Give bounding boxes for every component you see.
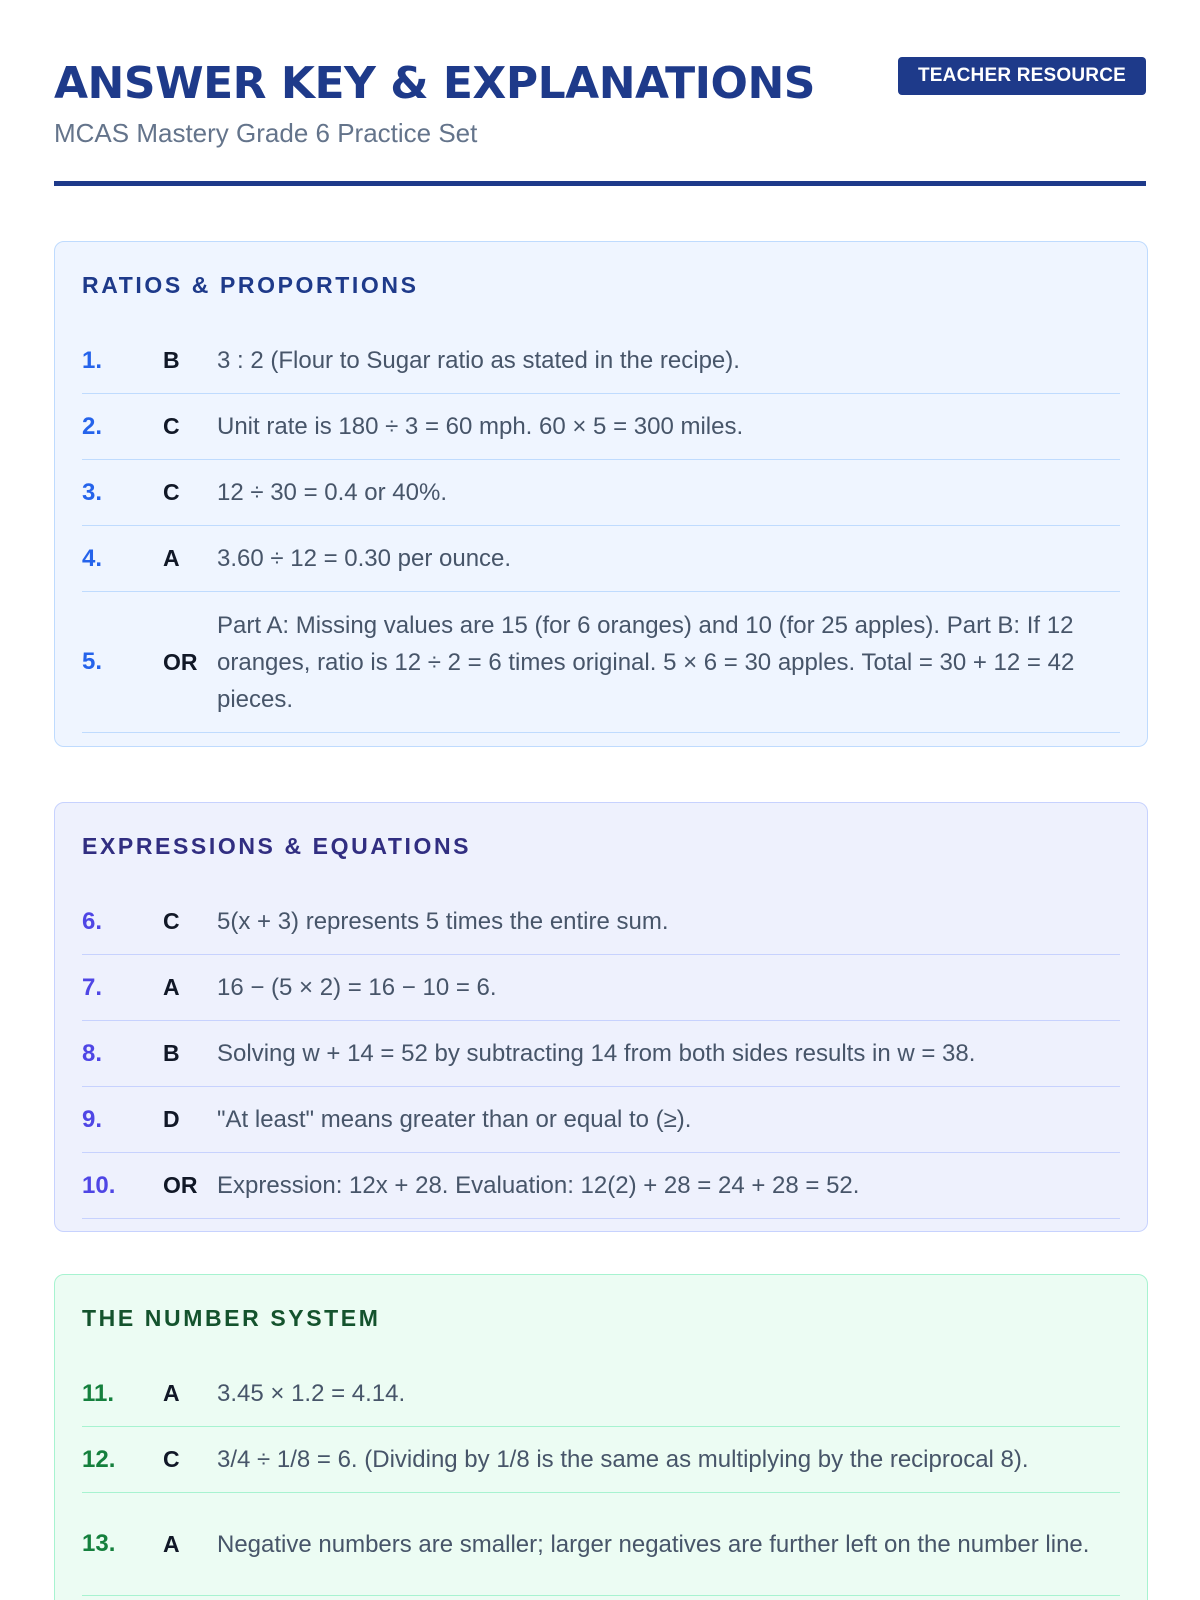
explanation-text: Expression: 12x + 28. Evaluation: 12(2) + 28 = 24 + 28 = 52. xyxy=(217,1172,860,1199)
answer-row xyxy=(82,328,1120,394)
explanation-text: "At least" means greater than or equal to (≥). xyxy=(217,1106,692,1133)
question-number: 12. xyxy=(82,1445,116,1473)
question-number: 3. xyxy=(82,478,103,506)
answer-row xyxy=(82,592,1120,733)
explanation-text: 5(x + 3) represents 5 times the entire sum. xyxy=(217,908,669,935)
explanation-text: Part A: Missing values are 15 (for 6 oranges) and 10 (for 25 apples). Part B: If 12 oranges, ratio is 12 ÷ 2 = 6 times original. 5 × 6 = 30 apples. Total = 30 + 12 = 42 pieces. xyxy=(217,611,1075,713)
answer-letter: B xyxy=(163,347,180,373)
answer-letter: OR xyxy=(163,648,198,675)
question-number: 7. xyxy=(82,973,103,1001)
explanation-text: 16 − (5 × 2) = 16 − 10 = 6. xyxy=(217,974,497,1001)
question-number: 9. xyxy=(82,1105,103,1133)
answer-row xyxy=(82,526,1120,592)
section-heading: THE NUMBER SYSTEM xyxy=(82,1305,381,1331)
answer-letter: C xyxy=(163,413,180,439)
explanation-text: Negative numbers are smaller; larger negatives are further left on the number line. xyxy=(217,1530,1090,1558)
answer-letter: C xyxy=(163,479,180,505)
question-number: 4. xyxy=(82,544,103,572)
answer-letter: OR xyxy=(163,1172,198,1198)
page-subtitle: MCAS Mastery Grade 6 Practice Set xyxy=(54,118,478,148)
section-expressions-equations xyxy=(54,802,1148,1232)
question-number: 11. xyxy=(82,1379,115,1407)
section-heading: EXPRESSIONS & EQUATIONS xyxy=(82,833,472,859)
answer-letter: A xyxy=(163,974,180,1000)
page-header xyxy=(54,0,1146,186)
answer-letter: A xyxy=(163,1380,180,1406)
answer-row xyxy=(82,460,1120,526)
question-number: 10. xyxy=(82,1171,116,1199)
answer-row xyxy=(82,1493,1120,1596)
answer-letter: C xyxy=(163,1446,180,1472)
question-number: 8. xyxy=(82,1039,103,1067)
answer-letter: A xyxy=(163,545,180,571)
explanation-text: 3 : 2 (Flour to Sugar ratio as stated in the recipe). xyxy=(217,347,740,374)
answer-letter: C xyxy=(163,908,180,934)
answer-row xyxy=(82,1153,1120,1219)
answer-row xyxy=(82,1427,1120,1493)
question-number: 5. xyxy=(82,648,103,675)
answer-row xyxy=(82,1087,1120,1153)
section-number-system xyxy=(54,1274,1148,1600)
page-title: ANSWER KEY & EXPLANATIONS xyxy=(54,58,815,109)
explanation-text: 12 ÷ 30 = 0.4 or 40%. xyxy=(217,479,447,506)
question-number: 13. xyxy=(82,1530,116,1557)
answer-row xyxy=(82,1361,1120,1427)
explanation-text: Unit rate is 180 ÷ 3 = 60 mph. 60 × 5 = 300 miles. xyxy=(217,413,744,440)
section-ratios-proportions xyxy=(54,241,1148,747)
answer-row xyxy=(82,955,1120,1021)
section-heading: RATIOS & PROPORTIONS xyxy=(82,272,419,298)
explanation-text: 3.60 ÷ 12 = 0.30 per ounce. xyxy=(217,545,512,572)
answer-row xyxy=(82,1021,1120,1087)
teacher-resource-badge: TEACHER RESOURCE xyxy=(898,57,1146,95)
question-number: 2. xyxy=(82,412,103,440)
explanation-text: 3.45 × 1.2 = 4.14. xyxy=(217,1380,406,1407)
answer-letter: B xyxy=(163,1040,180,1066)
explanation-text: 3/4 ÷ 1/8 = 6. (Dividing by 1/8 is the same as multiplying by the reciprocal 8). xyxy=(217,1446,1029,1473)
question-number: 1. xyxy=(82,346,103,374)
answer-row xyxy=(82,394,1120,460)
answer-letter: A xyxy=(163,1530,180,1557)
explanation-text: Solving w + 14 = 52 by subtracting 14 from both sides results in w = 38. xyxy=(217,1040,976,1067)
answer-row xyxy=(82,889,1120,955)
question-number: 6. xyxy=(82,907,103,935)
answer-letter: D xyxy=(163,1106,180,1132)
